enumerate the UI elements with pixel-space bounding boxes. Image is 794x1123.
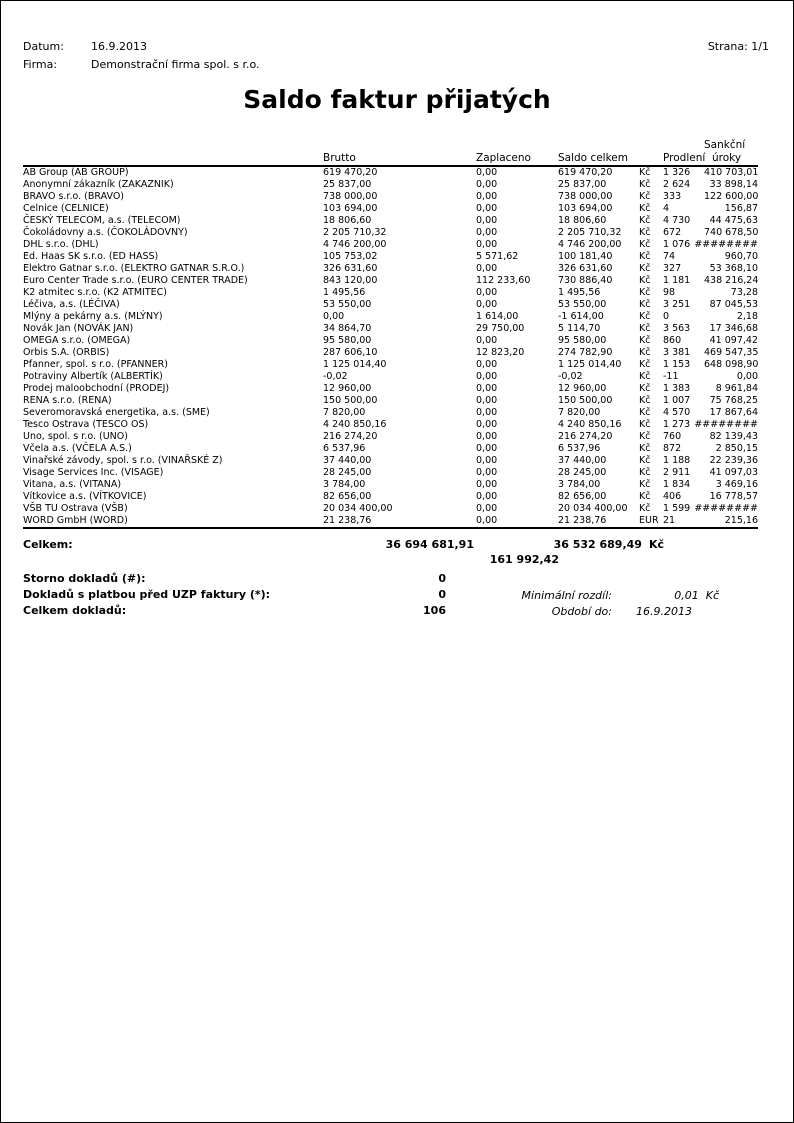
prodleni-cell: 4	[663, 203, 670, 214]
brutto-cell: 18 806,60	[323, 215, 372, 226]
uroky-cell: 2,18	[736, 311, 758, 322]
zaplaceno-cell: 0,00	[476, 431, 498, 442]
zaplaceno-cell: 0,00	[476, 227, 498, 238]
brutto-cell: 7 820,00	[323, 407, 366, 418]
brutto-cell: 37 440,00	[323, 455, 372, 466]
table-row	[23, 287, 758, 299]
customer-name-cell: Vítkovice a.s. (VÍTKOVICE)	[23, 491, 147, 502]
zaplaceno-cell: 0,00	[476, 263, 498, 274]
prodleni-cell: 3 251	[663, 299, 691, 310]
prodleni-cell: 0	[663, 311, 670, 322]
prodleni-cell: 1 273	[663, 419, 691, 430]
prodleni-cell: 2 624	[663, 179, 691, 190]
col-header-name	[23, 151, 323, 166]
col-header-prodleni-uroky: Prodlení úroky	[663, 151, 758, 166]
uroky-cell: 44 475,63	[709, 215, 758, 226]
total-saldo	[554, 538, 664, 551]
prodleni-cell: -11	[663, 371, 679, 382]
table-row	[23, 467, 758, 479]
brutto-cell: 28 245,00	[323, 467, 372, 478]
prodleni-cell: 406	[663, 491, 682, 502]
table-row	[23, 383, 758, 395]
prodleni-cell: 1 076	[663, 239, 691, 250]
saldo-cell: 326 631,60	[558, 263, 613, 274]
zaplaceno-cell: 1 614,00	[476, 311, 519, 322]
customer-name-cell: Uno, spol. s r.o. (UNO)	[23, 431, 128, 442]
uroky-cell: 75 768,25	[709, 395, 758, 406]
customer-name-cell: BRAVO s.r.o. (BRAVO)	[23, 191, 125, 202]
currency-cell: Kč	[639, 479, 651, 490]
table-row	[23, 239, 758, 251]
zaplaceno-cell: 29 750,00	[476, 323, 525, 334]
prodleni-cell: 327	[663, 263, 682, 274]
zaplaceno-cell: 12 823,20	[476, 347, 525, 358]
brutto-cell: -0,02	[323, 371, 348, 382]
zaplaceno-cell: 0,00	[476, 479, 498, 490]
saldo-cell: 53 550,00	[558, 299, 607, 310]
brutto-cell: 103 694,00	[323, 203, 378, 214]
prodleni-cell: 1 007	[663, 395, 691, 406]
uroky-cell: 41 097,42	[709, 335, 758, 346]
saldo-cell: 6 537,96	[558, 443, 601, 454]
saldo-cell: 216 274,20	[558, 431, 613, 442]
saldo-cell: 4 240 850,16	[558, 419, 622, 430]
customer-name-cell: Severomoravská energetika, a.s. (SME)	[23, 407, 210, 418]
prodleni-cell: 333	[663, 191, 682, 202]
prodleni-cell: 2 911	[663, 467, 691, 478]
brutto-cell: 21 238,76	[323, 515, 476, 528]
uroky-cell: 33 898,14	[709, 179, 758, 190]
uroky-cell: 648 098,90	[704, 359, 759, 370]
customer-name-cell: Včela a.s. (VČELA A.S.)	[23, 443, 132, 454]
uroky-cell: ########	[694, 239, 758, 250]
saldo-cell: 18 806,60	[558, 215, 607, 226]
brutto-cell: 1 125 014,40	[323, 359, 387, 370]
saldo-cell: 37 440,00	[558, 455, 607, 466]
brutto-cell: 843 120,00	[323, 275, 378, 286]
customer-name-cell: Prodej maloobchodní (PRODEJ)	[23, 383, 170, 394]
customer-name-cell: Pfanner, spol. s r.o. (PFANNER)	[23, 359, 168, 370]
currency-cell: Kč	[639, 335, 651, 346]
brutto-cell: 1 495,56	[323, 287, 366, 298]
saldo-cell: 619 470,20	[558, 167, 613, 178]
uroky-cell: 215,16	[704, 515, 758, 528]
currency-cell: Kč	[639, 503, 651, 514]
uzp-value: 0	[438, 588, 446, 601]
currency-cell: Kč	[639, 419, 651, 430]
saldo-cell: 274 782,90	[558, 347, 613, 358]
date-value: 16.9.2013	[91, 40, 147, 53]
min-diff-label: Minimální rozdíl:	[521, 589, 612, 602]
customer-name-cell: Čokoládovny a.s. (ČOKOLÁDOVNY)	[23, 227, 188, 238]
currency-cell: Kč	[639, 215, 651, 226]
brutto-cell: 216 274,20	[323, 431, 378, 442]
prodleni-cell: 21	[663, 515, 704, 528]
uroky-cell: 122 600,00	[704, 191, 759, 202]
uroky-cell: 3 469,16	[715, 479, 758, 490]
zaplaceno-cell: 0,00	[476, 407, 498, 418]
uroky-cell: 16 778,57	[709, 491, 758, 502]
col-header-sankcni: Sankční	[704, 139, 746, 151]
uzp-label: Dokladů s platbou před UZP faktury (*):	[23, 588, 271, 601]
zaplaceno-cell: 0,00	[476, 359, 498, 370]
firm-value: Demonstrační firma spol. s r.o.	[91, 58, 260, 71]
min-diff-value: 0,01	[674, 589, 699, 602]
saldo-cell: 12 960,00	[558, 383, 607, 394]
brutto-cell: 150 500,00	[323, 395, 378, 406]
table-row	[23, 323, 758, 335]
total-brutto: 36 694 681,91	[385, 538, 474, 551]
zaplaceno-cell: 112 233,60	[476, 275, 531, 286]
customer-name-cell: Tesco Ostrava (TESCO OS)	[23, 419, 149, 430]
currency-cell: Kč	[639, 275, 651, 286]
currency-cell: Kč	[639, 383, 651, 394]
saldo-cell: 1 495,56	[558, 287, 601, 298]
zaplaceno-cell: 0,00	[476, 491, 498, 502]
saldo-cell: -0,02	[558, 371, 583, 382]
col-header-zaplaceno: Zaplaceno	[476, 151, 558, 166]
customer-name-cell: Léčiva, a.s. (LÉČIVA)	[23, 299, 120, 310]
table-row	[23, 515, 758, 528]
brutto-cell: 619 470,20	[323, 167, 378, 178]
table-row	[23, 263, 758, 275]
table-row	[23, 335, 758, 347]
doc-count-label: Celkem dokladů:	[23, 604, 127, 617]
period-label: Období do:	[551, 605, 612, 618]
table-row	[23, 407, 758, 419]
table-row	[23, 419, 758, 431]
brutto-cell: 0,00	[323, 311, 345, 322]
customer-name-cell: Elektro Gatnar s.r.o. (ELEKTRO GATNAR S.R.O.)	[23, 263, 245, 274]
prodleni-cell: 1 599	[663, 503, 691, 514]
table-row	[23, 227, 758, 239]
table-row	[23, 359, 758, 371]
saldo-cell: 730 886,40	[558, 275, 613, 286]
currency-cell: Kč	[639, 167, 651, 178]
brutto-cell: 4 746 200,00	[323, 239, 387, 250]
zaplaceno-cell: 0,00	[476, 467, 498, 478]
currency-cell: Kč	[639, 227, 651, 238]
customer-name-cell: VŠB TU Ostrava (VŠB)	[23, 503, 128, 514]
customer-name-cell: Anonymní zákazník (ZAKAZNIK)	[23, 179, 174, 190]
customer-name-cell: RENA s.r.o. (RENA)	[23, 395, 112, 406]
brutto-cell: 2 205 710,32	[323, 227, 387, 238]
table-row	[23, 179, 758, 191]
customer-name-cell: Visage Services Inc. (VISAGE)	[23, 467, 164, 478]
uroky-cell: 740 678,50	[704, 227, 759, 238]
uroky-cell: 53 368,10	[709, 263, 758, 274]
customer-name-cell: Vitana, a.s. (VITANA)	[23, 479, 122, 490]
customer-name-cell: DHL s.r.o. (DHL)	[23, 239, 99, 250]
zaplaceno-cell: 0,00	[476, 503, 498, 514]
currency-cell: Kč	[639, 263, 651, 274]
currency-cell: Kč	[639, 287, 651, 298]
total-saldo-value: 36 532 689,49	[553, 538, 642, 551]
table-row	[23, 275, 758, 287]
currency-cell: Kč	[639, 311, 651, 322]
prodleni-cell: 4 570	[663, 407, 691, 418]
col-header-saldo: Saldo celkem	[558, 151, 663, 166]
currency-cell: Kč	[639, 191, 651, 202]
table-header	[23, 139, 758, 166]
saldo-cell: 1 125 014,40	[558, 359, 622, 370]
uroky-cell: 960,70	[724, 251, 758, 262]
currency-cell: Kč	[639, 347, 651, 358]
customer-name-cell: Celnice (CELNICE)	[23, 203, 109, 214]
zaplaceno-cell: 0,00	[476, 443, 498, 454]
currency-cell: Kč	[639, 467, 651, 478]
currency-cell: Kč	[639, 179, 651, 190]
customer-name-cell: Euro Center Trade s.r.o. (EURO CENTER TRADE)	[23, 275, 248, 286]
saldo-cell: -1 614,00	[558, 311, 604, 322]
uroky-cell: 410 703,01	[704, 167, 759, 178]
saldo-cell: 103 694,00	[558, 203, 613, 214]
brutto-cell: 326 631,60	[323, 263, 378, 274]
uroky-cell: 0,00	[736, 371, 758, 382]
zaplaceno-cell: 0,00	[476, 383, 498, 394]
prodleni-cell: 860	[663, 335, 682, 346]
table-row	[23, 166, 758, 179]
uroky-cell: ########	[694, 419, 758, 430]
saldo-cell: 2 205 710,32	[558, 227, 622, 238]
zaplaceno-cell: 5 571,62	[476, 251, 519, 262]
uroky-cell: 8 961,84	[715, 383, 758, 394]
firm-label: Firma:	[23, 58, 58, 71]
currency-cell: Kč	[639, 251, 651, 262]
prodleni-cell: 1 181	[663, 275, 691, 286]
brutto-cell: 3 784,00	[323, 479, 366, 490]
uroky-cell: 2 850,15	[715, 443, 758, 454]
prodleni-cell: 98	[663, 287, 676, 298]
table-row	[23, 347, 758, 359]
zaplaceno-cell: 0,00	[476, 371, 498, 382]
uroky-cell: 17 346,68	[709, 323, 758, 334]
page-title: Saldo faktur přijatých	[243, 85, 551, 114]
brutto-cell: 12 960,00	[323, 383, 372, 394]
uroky-cell: 82 139,43	[709, 431, 758, 442]
customer-name-cell: Vinařské závody, spol. s r.o. (VINAŘSKÉ Z)	[23, 455, 223, 466]
prodleni-cell: 1 834	[663, 479, 691, 490]
currency-cell: Kč	[639, 359, 651, 370]
currency-cell: Kč	[639, 395, 651, 406]
customer-name-cell: Mlýny a pekárny a.s. (MLÝNY)	[23, 311, 163, 322]
prodleni-cell: 1 188	[663, 455, 691, 466]
zaplaceno-cell: 0,00	[476, 515, 558, 528]
uroky-cell: 87 045,53	[709, 299, 758, 310]
zaplaceno-cell: 0,00	[476, 215, 498, 226]
uroky-cell: 438 216,24	[704, 275, 759, 286]
zaplaceno-cell: 0,00	[476, 191, 498, 202]
date-label: Datum:	[23, 40, 64, 53]
saldo-cell: 20 034 400,00	[558, 503, 628, 514]
storno-value: 0	[438, 572, 446, 585]
brutto-cell: 95 580,00	[323, 335, 372, 346]
period-value: 16.9.2013	[636, 605, 692, 618]
table-row	[23, 395, 758, 407]
table-row	[23, 443, 758, 455]
saldo-cell: 28 245,00	[558, 467, 607, 478]
saldo-cell: 3 784,00	[558, 479, 601, 490]
prodleni-cell: 1 153	[663, 359, 691, 370]
table-row	[23, 503, 758, 515]
uroky-cell: 41 097,03	[709, 467, 758, 478]
uroky-cell: 73,28	[730, 287, 758, 298]
brutto-cell: 287 606,10	[323, 347, 378, 358]
storno-label: Storno dokladů (#):	[23, 572, 146, 585]
col-header-brutto: Brutto	[323, 151, 476, 166]
prodleni-cell: 3 563	[663, 323, 691, 334]
currency-cell: Kč	[639, 203, 651, 214]
zaplaceno-cell: 0,00	[476, 203, 498, 214]
zaplaceno-cell: 0,00	[476, 335, 498, 346]
currency-cell: Kč	[639, 371, 651, 382]
min-diff-currency: Kč	[705, 589, 719, 602]
zaplaceno-cell: 0,00	[476, 419, 498, 430]
customer-name-cell: Ed. Haas SK s.r.o. (ED HASS)	[23, 251, 159, 262]
brutto-cell: 34 864,70	[323, 323, 372, 334]
customer-name-cell: OMEGA s.r.o. (OMEGA)	[23, 335, 131, 346]
saldo-cell: 95 580,00	[558, 335, 607, 346]
prodleni-cell: 872	[663, 443, 682, 454]
saldo-cell: 5 114,70	[558, 323, 601, 334]
brutto-cell: 20 034 400,00	[323, 503, 393, 514]
currency-cell: Kč	[639, 239, 651, 250]
uroky-cell: 22 239,36	[709, 455, 758, 466]
zaplaceno-cell: 0,00	[476, 287, 498, 298]
saldo-cell: 21 238,76	[558, 515, 639, 528]
saldo-cell: 100 181,40	[558, 251, 613, 262]
brutto-cell: 105 753,02	[323, 251, 378, 262]
prodleni-cell: 74	[663, 251, 676, 262]
doc-count-value: 106	[423, 604, 446, 617]
currency-cell: Kč	[639, 299, 651, 310]
total-saldo-currency: Kč	[648, 538, 664, 551]
table-row	[23, 215, 758, 227]
brutto-cell: 738 000,00	[323, 191, 378, 202]
saldo-cell: 25 837,00	[558, 179, 607, 190]
table-row	[23, 455, 758, 467]
table-row	[23, 203, 758, 215]
currency-cell: Kč	[639, 443, 651, 454]
currency-cell: EUR	[639, 515, 663, 528]
currency-cell: Kč	[639, 323, 651, 334]
total-label: Celkem:	[23, 538, 73, 551]
prodleni-cell: 1 326	[663, 167, 691, 178]
customer-name-cell: Potraviny Albertík (ALBERTÍK)	[23, 371, 163, 382]
zaplaceno-cell: 0,00	[476, 299, 498, 310]
uroky-cell: 17 867,64	[709, 407, 758, 418]
currency-cell: Kč	[639, 491, 651, 502]
uroky-cell: 156,87	[724, 203, 758, 214]
table-body	[23, 166, 758, 528]
brutto-cell: 82 656,00	[323, 491, 372, 502]
min-diff	[674, 589, 719, 602]
zaplaceno-cell: 0,00	[476, 395, 498, 406]
saldo-cell: 150 500,00	[558, 395, 613, 406]
prodleni-cell: 3 381	[663, 347, 691, 358]
uroky-cell: 469 547,35	[704, 347, 759, 358]
prodleni-cell: 4 730	[663, 215, 691, 226]
customer-name-cell: AB Group (AB GROUP)	[23, 167, 129, 178]
table-row	[23, 431, 758, 443]
customer-name-cell: K2 atmitec s.r.o. (K2 ATMITEC)	[23, 287, 167, 298]
brutto-cell: 6 537,96	[323, 443, 366, 454]
prodleni-cell: 1 383	[663, 383, 691, 394]
zaplaceno-cell: 0,00	[476, 455, 498, 466]
zaplaceno-cell: 0,00	[476, 179, 498, 190]
page-number: Strana: 1/1	[707, 40, 769, 53]
table-row	[23, 251, 758, 263]
prodleni-cell: 760	[663, 431, 682, 442]
currency-cell: Kč	[639, 455, 651, 466]
saldo-cell: 82 656,00	[558, 491, 607, 502]
table-row	[23, 479, 758, 491]
customer-name-cell: WORD GmbH (WORD)	[23, 515, 323, 528]
uroky-cell: ########	[694, 503, 758, 514]
currency-cell: Kč	[639, 407, 651, 418]
customer-name-cell: Novák Jan (NOVÁK JAN)	[23, 323, 134, 334]
table-row	[23, 491, 758, 503]
customer-name-cell: Orbis S.A. (ORBIS)	[23, 347, 110, 358]
table-row	[23, 371, 758, 383]
table-row	[23, 191, 758, 203]
saldo-cell: 4 746 200,00	[558, 239, 622, 250]
brutto-cell: 25 837,00	[323, 179, 372, 190]
saldo-table	[23, 139, 758, 529]
table-row	[23, 311, 758, 323]
zaplaceno-cell: 0,00	[476, 167, 498, 178]
brutto-cell: 53 550,00	[323, 299, 372, 310]
table-row	[23, 299, 758, 311]
customer-name-cell: ČESKÝ TELECOM, a.s. (TELECOM)	[23, 215, 181, 226]
currency-cell: Kč	[639, 431, 651, 442]
zaplaceno-cell: 0,00	[476, 239, 498, 250]
brutto-cell: 4 240 850,16	[323, 419, 387, 430]
total-zaplaceno: 161 992,42	[489, 553, 559, 566]
saldo-cell: 738 000,00	[558, 191, 613, 202]
saldo-cell: 7 820,00	[558, 407, 601, 418]
prodleni-cell: 672	[663, 227, 682, 238]
